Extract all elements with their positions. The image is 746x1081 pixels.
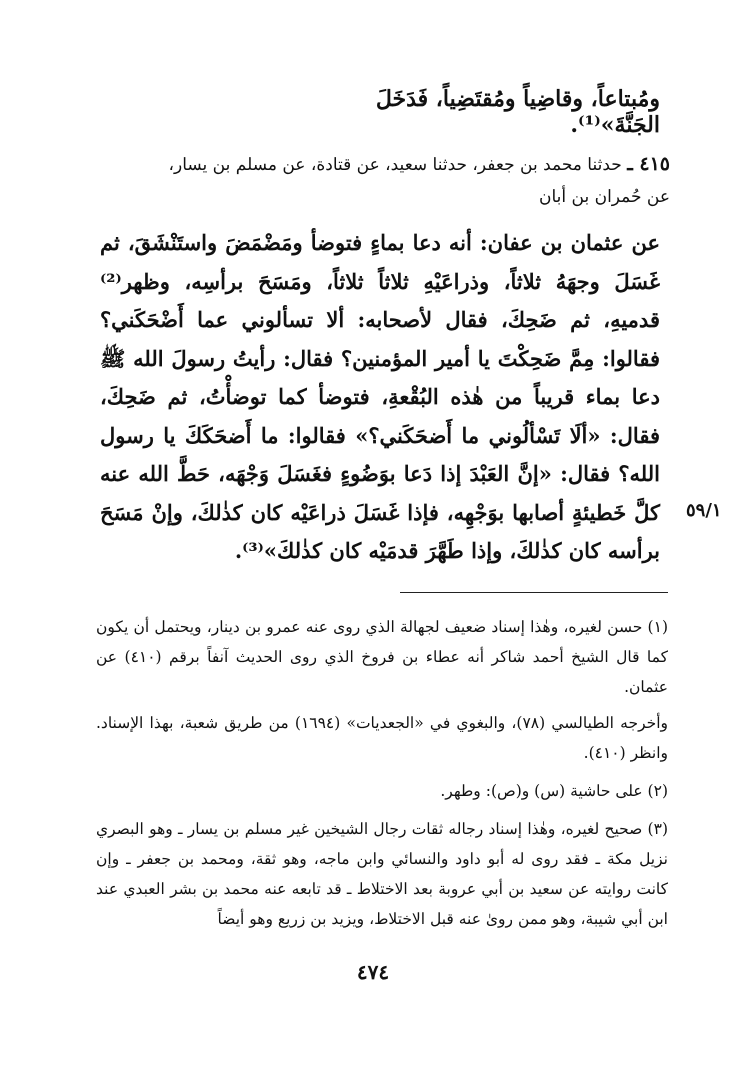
footnote-1-continued: وأخرجه الطيالسي (٧٨)، والبغوي في «الجعديات» (١٦٩٤) من طريق شعبة، بهذا الإسناد. وانظر (٤١٠). (96, 714, 668, 762)
margin-volume-page-reference: ٥٩/١ (686, 500, 722, 521)
footnotes (96, 612, 668, 942)
hadith-number: ٤١٥ ـ (627, 153, 670, 175)
footnote-separator (400, 592, 668, 593)
footnote-3: (٣) صحيح لغيره، وهٰذا إسناد رجاله ثقات رجال الشيخين غير مسلم بن يسار ـ وهو البصري نزيل مكة ـ فقد روى له أبو داود والنسائي وابن ماجه، وهو ثقة، ومحمد بن جعفر ـ وإن كانت روايته عن سعيد بن أبي عروبة بعد الاختلاط ـ قد تابعه عنه محمد بن بشر العبدي عند ابن أبي شيبة، وهو ممن روىٰ عنه قبل الاختلاط، ويزيد بن زريع وهو أيضاً (96, 820, 668, 928)
hadith-isnad (150, 148, 670, 213)
hadith-matn: عن عثمان بن عفان: أنه دعا بماءٍ فتوضأ ومَضْمَضَ واستَنْشَقَ، ثم غَسَلَ وجهَهُ ثلاثاً، وذراعَيْهِ ثلاثاً ثلاثاً، ومَسَحَ برأسِه، وظهر⁽²⁾ قدميهِ، ثم ضَحِكَ، فقال لأصحابه: ألا تسألوني عما أَضْحَكَني؟ فقالوا: مِمَّ ضَحِكْتَ يا أمير المؤمنين؟ فقال: رأيتُ رسولَ الله ﷺ دعا بماء قريباً من هٰذه البُقْعةِ، فتوضأ كما توضأْتُ، ثم ضَحِكَ، فقال: «ألَا تَسْألُوني ما أَضحَكَني؟» فقالوا: ما أَضحَكَكَ يا رسول الله؟ فقال: «إنَّ العَبْدَ إذا دَعا بوَضُوءٍ فغَسَلَ وَجْهَه، حَطَّ الله عنه كلَّ خَطيئةٍ أصابها بوَجْهِه، فإذا غَسَلَ ذراعَيْه كان كذٰلكَ، وإنْ مَسَحَ برأسه كان كذٰلكَ، وإذا طَهَّرَ قدمَيْه كان كذٰلكَ»⁽³⁾. (100, 230, 660, 563)
hadith-closing-line: ومُبتاعاً، وقاضِياً ومُقتَضِياً، فَدَخَلَ الجَنَّةَ»⁽¹⁾. (375, 86, 660, 138)
page-number: ٤٧٤ (356, 960, 390, 984)
footnote-2: (٢) على حاشية (س) و(ص): وطهر. (440, 782, 668, 800)
footnote-1: (١) حسن لغيره، وهٰذا إسناد ضعيف لجهالة الذي روى عنه عمرو بن دينار، ويحتمل أن يكون كما قال الشيخ أحمد شاكر أنه عطاء بن فروخ الذي روى الحديث آنفاً برقم (٤١٠) عن عثمان. (96, 618, 668, 696)
isnad-text: حدثنا محمد بن جعفر، حدثنا سعيد، عن قتادة، عن مسلم بن يسار، عن حُمران بن أبان (168, 155, 670, 207)
